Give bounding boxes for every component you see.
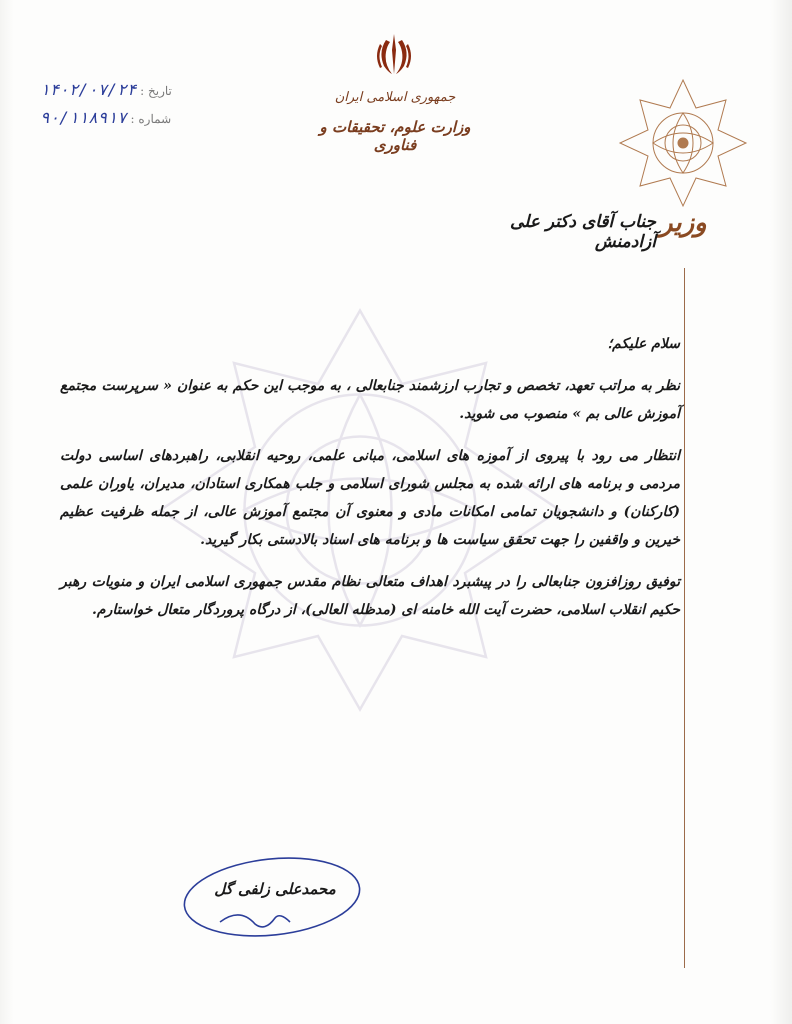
number-field — [40, 108, 171, 127]
date-field — [40, 80, 172, 99]
date-label: تاریخ : — [140, 84, 172, 98]
ministry-name: وزارت علوم، تحقیقات و فناوری — [319, 118, 471, 154]
paragraph-appointment: نظر به مراتب تعهد، تخصص و تجارب ارزشمند جنابعالی ، به موجب این حکم به عنوان « سرپرست مجتمع آموزش عالی بم » منصوب می شوید. — [60, 378, 680, 422]
date-value: ۱۴۰۲/۰۷/۲۴ — [40, 80, 137, 99]
number-label: شماره : — [130, 112, 172, 126]
margin-rule — [684, 268, 685, 968]
greeting: سلام علیکم؛ — [607, 336, 680, 352]
paragraph-expectations: انتظار می رود با پیروی از آموزه های اسلامی، مبانی علمی، روحیه انقلابی، راهبردهای اساسی دولت مردمی و برنامه های ارائه شده به مجلس شورای اسلامی و جلب همکاری استادان، مدیران، یاوران علمی (کارکنان) و دانشجویان تمامی امکانات مادی و معنوی آن مجتمع آموزش عالی، از جمله ظرفیت عظیم خیرین و واقفین را جهت تحقق سیاست ها و برنامه های اسناد بالادستی بکار گیرید. — [60, 448, 680, 548]
signer-name: محمدعلی زلفی گل — [214, 880, 336, 898]
ornament-icon — [618, 78, 748, 208]
iran-emblem-icon — [372, 30, 416, 78]
paragraph-closing: توفیق روزافزون جنابعالی را در پیشبرد اهداف متعالی نظام مقدس جمهوری اسلامی ایران و منویات رهبر حکیم انقلاب اسلامی، حضرت آیت الله خامنه ای (مدظله العالی)، از درگاه پروردگار متعال خواستارم. — [60, 574, 680, 618]
addressee: جناب آقای دکتر علی آزادمنش — [509, 212, 656, 252]
letter-body — [60, 330, 680, 638]
number-value: ۹۰/۱۱۸۹۱۷ — [40, 108, 127, 127]
minister-title: وزیر — [660, 208, 707, 238]
country-name: جمهوری اسلامی ایران — [334, 90, 456, 105]
